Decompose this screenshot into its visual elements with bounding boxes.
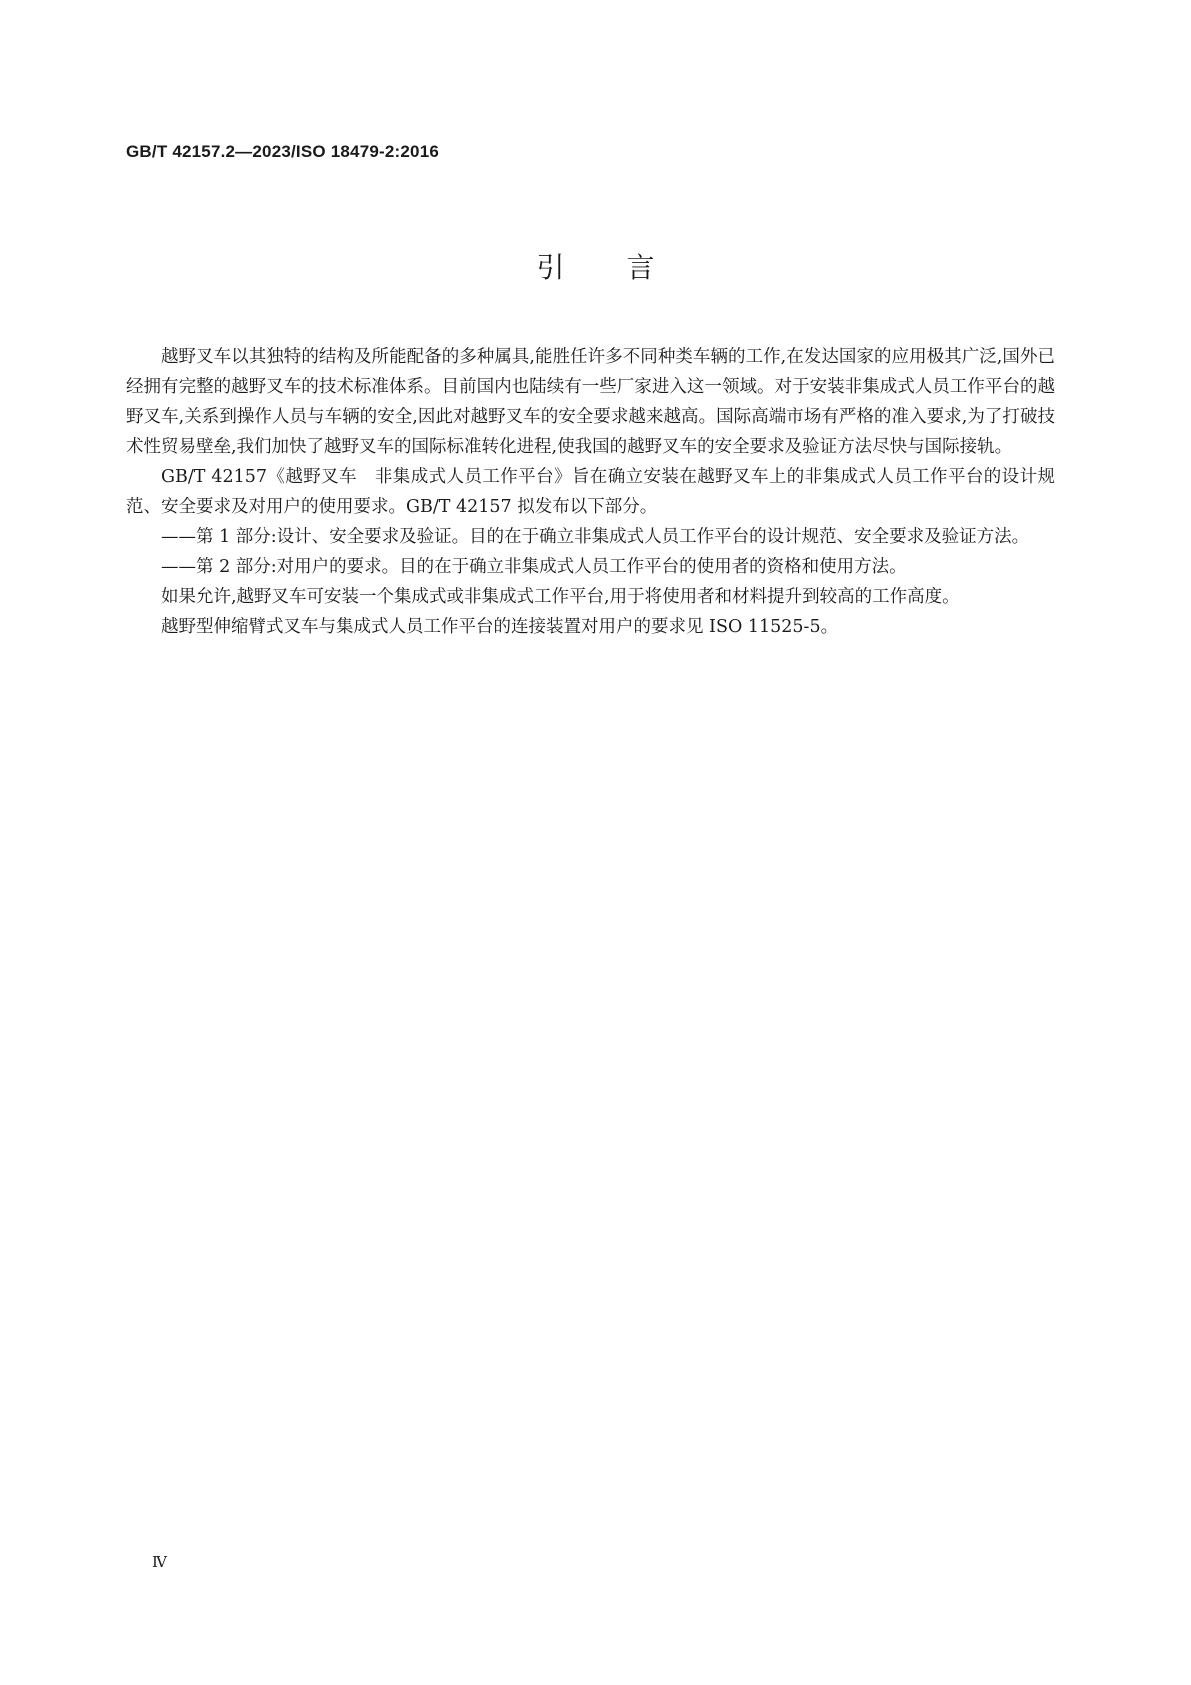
standard-number-header: GB/T 42157.2—2023/ISO 18479-2:2016 [126,142,439,161]
paragraph-background: 越野叉车以其独特的结构及所能配备的多种属具,能胜任许多不同种类车辆的工作,在发达国家的应用极其广泛,国外已经拥有完整的越野叉车的技术标准体系。目前国内也陆续有一些厂家进入这一领域。对于安装非集成式人员工作平台的越野叉车,关系到操作人员与车辆的安全,因此对越野叉车的安全要求越来越高。国际高端市场有严格的准入要求,为了打破技术性贸易壁垒,我们加快了越野叉车的国际标准转化进程,使我国的越野叉车的安全要求及验证方法尽快与国际接轨。 [126,347,1055,457]
list-item-part-2: ——第 2 部分:对用户的要求。目的在于确立非集成式人员工作平台的使用者的资格和使用方法。 [161,557,907,577]
paragraph-reference: 越野型伸缩臂式叉车与集成式人员工作平台的连接装置对用户的要求见 ISO 11525-5。 [161,617,839,637]
body-text [126,342,1055,642]
paragraph-platform-options: 如果允许,越野叉车可安装一个集成式或非集成式工作平台,用于将使用者和材料提升到较高的工作高度。 [161,587,960,607]
paragraph-scope: GB/T 42157《越野叉车 非集成式人员工作平台》旨在确立安装在越野叉车上的非集成式人员工作平台的设计规范、安全要求及对用户的使用要求。GB/T 42157 拟发布以下部分。 [126,467,1055,517]
list-item-part-1: ——第 1 部分:设计、安全要求及验证。目的在于确立非集成式人员工作平台的设计规范、安全要求及验证方法。 [161,527,1030,547]
page-number: Ⅳ [152,1553,167,1571]
section-title: 引言 [536,251,717,284]
